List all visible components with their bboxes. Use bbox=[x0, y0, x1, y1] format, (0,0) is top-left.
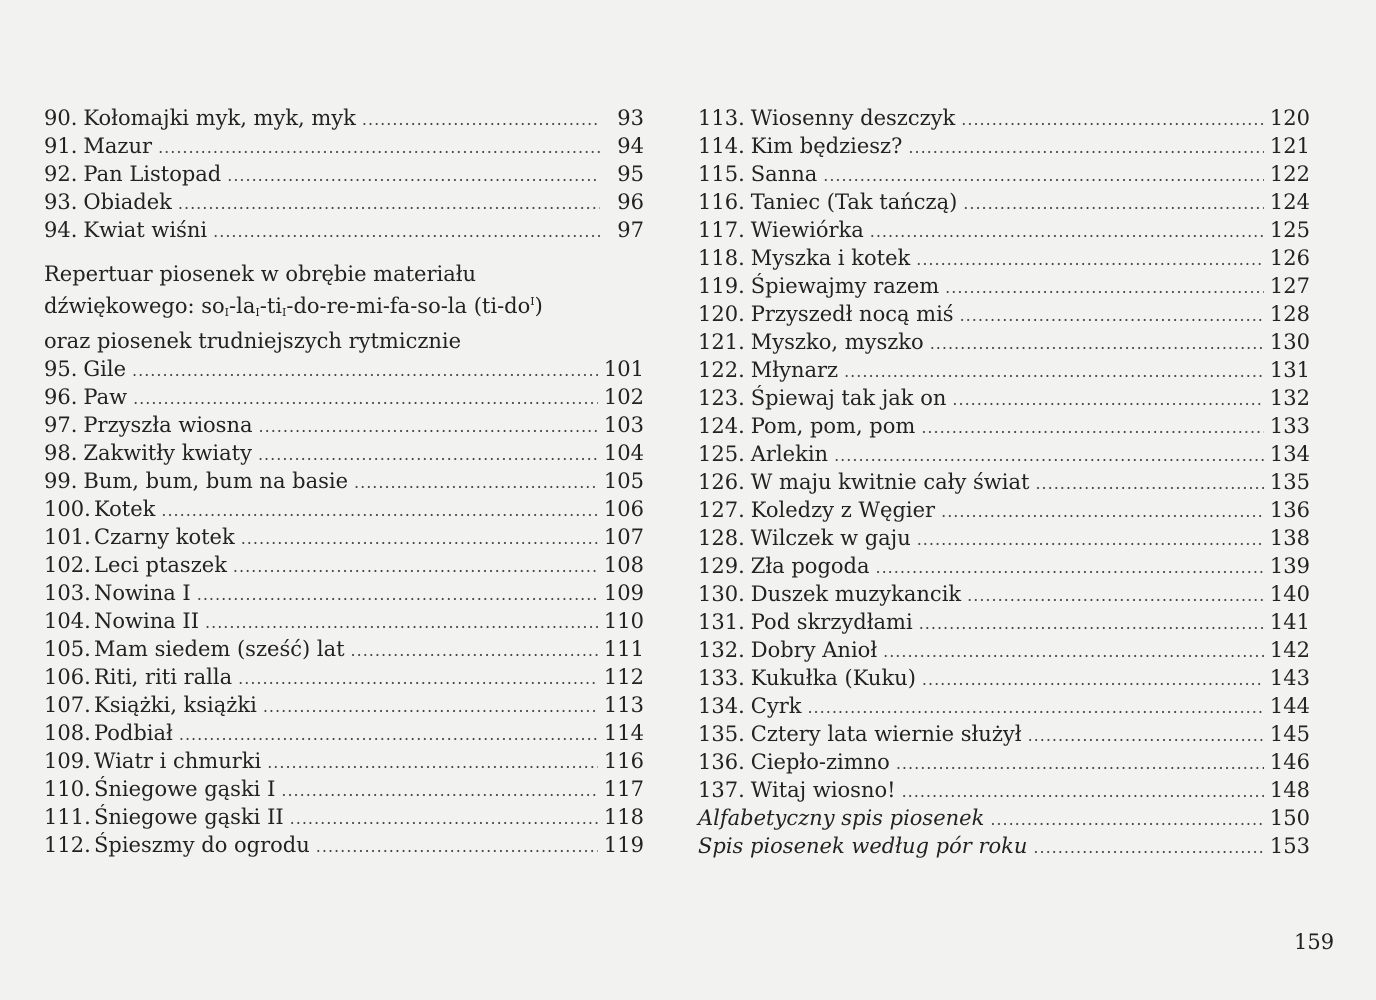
dot-leader bbox=[205, 609, 598, 637]
dot-leader bbox=[290, 805, 598, 833]
entry-title: Kołomajki myk, myk, myk bbox=[83, 106, 356, 130]
entry-page: 94 bbox=[617, 134, 644, 158]
entry-page: 110 bbox=[603, 609, 644, 633]
dot-leader bbox=[161, 497, 598, 525]
toc-entry bbox=[44, 775, 644, 803]
dot-leader bbox=[967, 582, 1264, 610]
toc-entry bbox=[698, 272, 1310, 300]
entry-page: 117 bbox=[603, 777, 644, 801]
entry-page: 109 bbox=[603, 581, 644, 605]
entry-page: 120 bbox=[1269, 106, 1310, 130]
dot-leader bbox=[197, 581, 598, 609]
toc-entry bbox=[698, 160, 1310, 188]
entry-number: 136. bbox=[698, 750, 745, 774]
entry-number: 133. bbox=[698, 666, 745, 690]
entry-number: 99. bbox=[44, 469, 78, 493]
toc-entry bbox=[44, 831, 644, 859]
entry-number: 92. bbox=[44, 162, 78, 186]
entry-page: 128 bbox=[1269, 302, 1310, 326]
dot-leader bbox=[990, 806, 1264, 834]
dot-leader bbox=[883, 638, 1264, 666]
entry-title: Taniec (Tak tańczą) bbox=[750, 190, 958, 214]
entry-number: 105. bbox=[44, 637, 91, 661]
entry-title: Pan Listopad bbox=[83, 162, 222, 186]
dot-leader bbox=[916, 246, 1264, 274]
entry-page: 96 bbox=[617, 190, 644, 214]
entry-number: 102. bbox=[44, 553, 91, 577]
dot-leader bbox=[823, 162, 1264, 190]
toc-entry bbox=[698, 692, 1310, 720]
entry-number: 97. bbox=[44, 413, 78, 437]
toc-entry bbox=[698, 636, 1310, 664]
entry-title: Nowina II bbox=[94, 609, 200, 633]
toc-entry bbox=[44, 467, 644, 495]
dot-leader bbox=[354, 469, 598, 497]
entry-page: 146 bbox=[1269, 750, 1310, 774]
entry-page: 144 bbox=[1269, 694, 1310, 718]
entry-number: 93. bbox=[44, 190, 78, 214]
entry-page: 126 bbox=[1269, 246, 1310, 270]
toc-entry bbox=[698, 580, 1310, 608]
entry-page: 104 bbox=[603, 441, 644, 465]
entry-number: 94. bbox=[44, 218, 78, 242]
section-heading-line-1: Repertuar piosenek w obrębie materiału bbox=[44, 262, 477, 286]
dot-leader bbox=[921, 414, 1264, 442]
dot-leader bbox=[133, 385, 598, 413]
entry-number: 91. bbox=[44, 134, 78, 158]
entry-title: Ciepło-zimno bbox=[750, 750, 890, 774]
entry-number: 114. bbox=[698, 134, 745, 158]
entry-page: 132 bbox=[1269, 386, 1310, 410]
toc-entry bbox=[44, 355, 644, 383]
entry-title: Spis piosenek według pór roku bbox=[698, 834, 1028, 858]
dot-leader bbox=[963, 190, 1264, 218]
toc-list-right bbox=[698, 104, 1310, 804]
entry-page: 124 bbox=[1269, 190, 1310, 214]
toc-entry bbox=[44, 747, 644, 775]
entry-title: Zła pogoda bbox=[750, 554, 870, 578]
entry-number: 129. bbox=[698, 554, 745, 578]
dot-leader bbox=[844, 358, 1264, 386]
dot-leader bbox=[960, 302, 1264, 330]
toc-entry bbox=[698, 384, 1310, 412]
dot-leader bbox=[213, 218, 600, 246]
dot-leader bbox=[362, 106, 600, 134]
entry-number: 96. bbox=[44, 385, 78, 409]
entry-title: Przyszedł nocą miś bbox=[750, 302, 954, 326]
entry-title: Kukułka (Kuku) bbox=[750, 666, 916, 690]
dot-leader bbox=[919, 610, 1264, 638]
index-entry bbox=[698, 832, 1310, 860]
entry-page: 97 bbox=[617, 218, 644, 242]
entry-title: Wiatr i chmurki bbox=[94, 749, 262, 773]
entry-number: 126. bbox=[698, 470, 745, 494]
dot-leader bbox=[807, 694, 1263, 722]
dot-leader bbox=[1028, 722, 1264, 750]
entry-page: 140 bbox=[1269, 582, 1310, 606]
toc-entry bbox=[698, 664, 1310, 692]
toc-entry bbox=[698, 608, 1310, 636]
entry-title: Riti, riti ralla bbox=[94, 665, 233, 689]
dot-leader bbox=[241, 525, 598, 553]
entry-page: 136 bbox=[1269, 498, 1310, 522]
entry-number: 100. bbox=[44, 497, 91, 521]
entry-page: 93 bbox=[617, 106, 644, 130]
entry-page: 102 bbox=[603, 385, 644, 409]
entry-title: Podbiał bbox=[94, 721, 173, 745]
entry-title: Dobry Anioł bbox=[750, 638, 878, 662]
dot-leader bbox=[1033, 834, 1264, 862]
entry-number: 124. bbox=[698, 414, 745, 438]
entry-number: 103. bbox=[44, 581, 91, 605]
entry-title: Cyrk bbox=[750, 694, 802, 718]
dot-leader bbox=[941, 498, 1264, 526]
dot-leader bbox=[132, 357, 598, 385]
entry-title: Nowina I bbox=[94, 581, 191, 605]
toc-entry bbox=[44, 160, 644, 188]
toc-entry bbox=[44, 216, 644, 244]
entry-number: 121. bbox=[698, 330, 745, 354]
entry-title: Cztery lata wiernie służył bbox=[750, 722, 1022, 746]
index-entry bbox=[698, 804, 1310, 832]
toc-entry bbox=[698, 524, 1310, 552]
entry-title: Witaj wiosno! bbox=[750, 778, 896, 802]
dot-leader bbox=[178, 190, 600, 218]
toc-entry bbox=[698, 300, 1310, 328]
toc-list-left-top bbox=[44, 104, 644, 244]
toc-entry bbox=[698, 720, 1310, 748]
entry-title: Śpiewaj tak jak on bbox=[750, 386, 947, 410]
toc-entry bbox=[44, 691, 644, 719]
dot-leader bbox=[952, 386, 1264, 414]
toc-entry bbox=[698, 468, 1310, 496]
dot-leader bbox=[267, 749, 598, 777]
toc-entry bbox=[44, 579, 644, 607]
entry-title: Mam siedem (sześć) lat bbox=[94, 637, 345, 661]
entry-page: 107 bbox=[603, 525, 644, 549]
entry-number: 113. bbox=[698, 106, 745, 130]
toc-entry bbox=[698, 188, 1310, 216]
entry-page: 114 bbox=[603, 721, 644, 745]
entry-title: Koledzy z Węgier bbox=[750, 498, 936, 522]
entry-page: 138 bbox=[1269, 526, 1310, 550]
entry-page: 133 bbox=[1269, 414, 1310, 438]
toc-entry bbox=[698, 216, 1310, 244]
entry-title: Śpieszmy do ogrodu bbox=[94, 833, 310, 857]
entry-page: 141 bbox=[1269, 610, 1310, 634]
entry-title: Alfabetyczny spis piosenek bbox=[698, 806, 985, 830]
toc-right-column bbox=[698, 104, 1310, 860]
dot-leader bbox=[922, 666, 1264, 694]
toc-entry bbox=[44, 663, 644, 691]
entry-page: 95 bbox=[617, 162, 644, 186]
toc-entry bbox=[44, 188, 644, 216]
toc-entry bbox=[44, 383, 644, 411]
entry-title: Książki, książki bbox=[94, 693, 257, 717]
entry-title: Czarny kotek bbox=[94, 525, 235, 549]
entry-page: 130 bbox=[1269, 330, 1310, 354]
toc-entry bbox=[44, 411, 644, 439]
entry-page: 148 bbox=[1269, 778, 1310, 802]
toc-entry bbox=[698, 552, 1310, 580]
entry-title: Młynarz bbox=[750, 358, 839, 382]
toc-list-left-bottom bbox=[44, 355, 644, 859]
toc-entry bbox=[44, 495, 644, 523]
entry-title: Wilczek w gaju bbox=[750, 526, 911, 550]
entry-number: 117. bbox=[698, 218, 745, 242]
entry-title: Paw bbox=[83, 385, 128, 409]
toc-entry bbox=[698, 132, 1310, 160]
toc-entry bbox=[44, 104, 644, 132]
entry-page: 125 bbox=[1269, 218, 1310, 242]
dot-leader bbox=[896, 750, 1264, 778]
entry-title: Zakwitły kwiaty bbox=[83, 441, 252, 465]
entry-page: 106 bbox=[603, 497, 644, 521]
entry-page: 113 bbox=[603, 693, 644, 717]
entry-title: Myszko, myszko bbox=[750, 330, 924, 354]
entry-number: 130. bbox=[698, 582, 745, 606]
entry-page: 127 bbox=[1269, 274, 1310, 298]
entry-title: Mazur bbox=[83, 134, 153, 158]
entry-title: Gile bbox=[83, 357, 127, 381]
entry-number: 116. bbox=[698, 190, 745, 214]
entry-title: Śpiewajmy razem bbox=[750, 274, 940, 298]
entry-page: 118 bbox=[603, 805, 644, 829]
entry-number: 122. bbox=[698, 358, 745, 382]
section-heading-line-2: dźwiękowego: $so_I-la_I-ti_I-do-re-mi-fa-so-la$ $(ti-do^I)$ bbox=[44, 294, 543, 319]
entry-number: 110. bbox=[44, 777, 91, 801]
entry-title: Przyszła wiosna bbox=[83, 413, 253, 437]
entry-title: Myszka i kotek bbox=[750, 246, 911, 270]
entry-number: 127. bbox=[698, 498, 745, 522]
dot-leader bbox=[908, 134, 1264, 162]
dot-leader bbox=[227, 162, 600, 190]
toc-entry bbox=[698, 776, 1310, 804]
dot-leader bbox=[902, 778, 1264, 806]
entry-title: Kotek bbox=[94, 497, 156, 521]
toc-entry bbox=[44, 439, 644, 467]
entry-number: 134. bbox=[698, 694, 745, 718]
toc-entry bbox=[698, 244, 1310, 272]
toc-entry bbox=[698, 104, 1310, 132]
entry-number: 128. bbox=[698, 526, 745, 550]
entry-page: 103 bbox=[603, 413, 644, 437]
toc-index-entries bbox=[698, 804, 1310, 860]
toc-entry bbox=[44, 607, 644, 635]
entry-number: 107. bbox=[44, 693, 91, 717]
entry-page: 108 bbox=[603, 553, 644, 577]
entry-title: Wiewiórka bbox=[750, 218, 864, 242]
entry-number: 123. bbox=[698, 386, 745, 410]
section-heading bbox=[44, 260, 644, 355]
dot-leader bbox=[834, 442, 1264, 470]
entry-number: 132. bbox=[698, 638, 745, 662]
dot-leader bbox=[870, 218, 1264, 246]
entry-title: Leci ptaszek bbox=[94, 553, 227, 577]
toc-entry bbox=[44, 803, 644, 831]
dot-leader bbox=[179, 721, 598, 749]
dot-leader bbox=[1035, 470, 1263, 498]
entry-page: 121 bbox=[1269, 134, 1310, 158]
dot-leader bbox=[917, 526, 1264, 554]
dot-leader bbox=[961, 106, 1264, 134]
toc-entry bbox=[44, 132, 644, 160]
entry-title: Kwiat wiśni bbox=[83, 218, 208, 242]
entry-page: 116 bbox=[603, 749, 644, 773]
toc-entry bbox=[698, 328, 1310, 356]
entry-page: 135 bbox=[1269, 470, 1310, 494]
dot-leader bbox=[945, 274, 1264, 302]
entry-number: 118. bbox=[698, 246, 745, 270]
entry-page: 122 bbox=[1269, 162, 1310, 186]
toc-entry bbox=[698, 356, 1310, 384]
entry-page: 101 bbox=[603, 357, 644, 381]
entry-number: 98. bbox=[44, 441, 78, 465]
entry-number: 131. bbox=[698, 610, 745, 634]
entry-number: 135. bbox=[698, 722, 745, 746]
entry-title: Arlekin bbox=[750, 442, 829, 466]
toc-entry bbox=[698, 748, 1310, 776]
entry-number: 109. bbox=[44, 749, 91, 773]
entry-title: Śniegowe gąski II bbox=[94, 805, 284, 829]
entry-page: 153 bbox=[1269, 834, 1310, 858]
section-heading-line-3: oraz piosenek trudniejszych rytmicznie bbox=[44, 329, 462, 353]
dot-leader bbox=[238, 665, 598, 693]
toc-entry bbox=[44, 523, 644, 551]
dot-leader bbox=[316, 833, 598, 861]
dot-leader bbox=[930, 330, 1264, 358]
toc-entry bbox=[698, 412, 1310, 440]
entry-title: Bum, bum, bum na basie bbox=[83, 469, 349, 493]
toc-entry bbox=[44, 551, 644, 579]
dot-leader bbox=[876, 554, 1264, 582]
entry-title: Pod skrzydłami bbox=[750, 610, 913, 634]
entry-page: 134 bbox=[1269, 442, 1310, 466]
toc-left-column bbox=[44, 104, 644, 859]
entry-page: 142 bbox=[1269, 638, 1310, 662]
entry-number: 137. bbox=[698, 778, 745, 802]
entry-page: 105 bbox=[603, 469, 644, 493]
entry-number: 106. bbox=[44, 665, 91, 689]
toc-entry bbox=[44, 719, 644, 747]
entry-number: 125. bbox=[698, 442, 745, 466]
entry-number: 115. bbox=[698, 162, 745, 186]
entry-page: 131 bbox=[1269, 358, 1310, 382]
dot-leader bbox=[158, 134, 600, 162]
entry-title: W maju kwitnie cały świat bbox=[750, 470, 1030, 494]
dot-leader bbox=[281, 777, 598, 805]
entry-title: Kim będziesz? bbox=[750, 134, 903, 158]
entry-title: Sanna bbox=[750, 162, 818, 186]
entry-number: 111. bbox=[44, 805, 91, 829]
entry-title: Wiosenny deszczyk bbox=[750, 106, 956, 130]
dot-leader bbox=[258, 441, 598, 469]
entry-title: Obiadek bbox=[83, 190, 172, 214]
toc-entry bbox=[698, 440, 1310, 468]
entry-page: 111 bbox=[603, 637, 644, 661]
dot-leader bbox=[233, 553, 598, 581]
entry-number: 104. bbox=[44, 609, 91, 633]
toc-entry bbox=[44, 635, 644, 663]
entry-title: Pom, pom, pom bbox=[750, 414, 916, 438]
toc-entry bbox=[698, 496, 1310, 524]
entry-page: 112 bbox=[603, 665, 644, 689]
dot-leader bbox=[263, 693, 598, 721]
entry-page: 145 bbox=[1269, 722, 1310, 746]
dot-leader bbox=[351, 637, 598, 665]
entry-title: Śniegowe gąski I bbox=[94, 777, 276, 801]
entry-number: 119. bbox=[698, 274, 745, 298]
page-number: 159 bbox=[1294, 930, 1335, 954]
dot-leader bbox=[259, 413, 598, 441]
entry-page: 139 bbox=[1269, 554, 1310, 578]
entry-page: 150 bbox=[1269, 806, 1310, 830]
entry-page: 143 bbox=[1269, 666, 1310, 690]
entry-number: 101. bbox=[44, 525, 91, 549]
entry-number: 120. bbox=[698, 302, 745, 326]
entry-number: 108. bbox=[44, 721, 91, 745]
entry-number: 112. bbox=[44, 833, 91, 857]
entry-page: 119 bbox=[603, 833, 644, 857]
entry-title: Duszek muzykancik bbox=[750, 582, 962, 606]
entry-number: 90. bbox=[44, 106, 78, 130]
entry-number: 95. bbox=[44, 357, 78, 381]
